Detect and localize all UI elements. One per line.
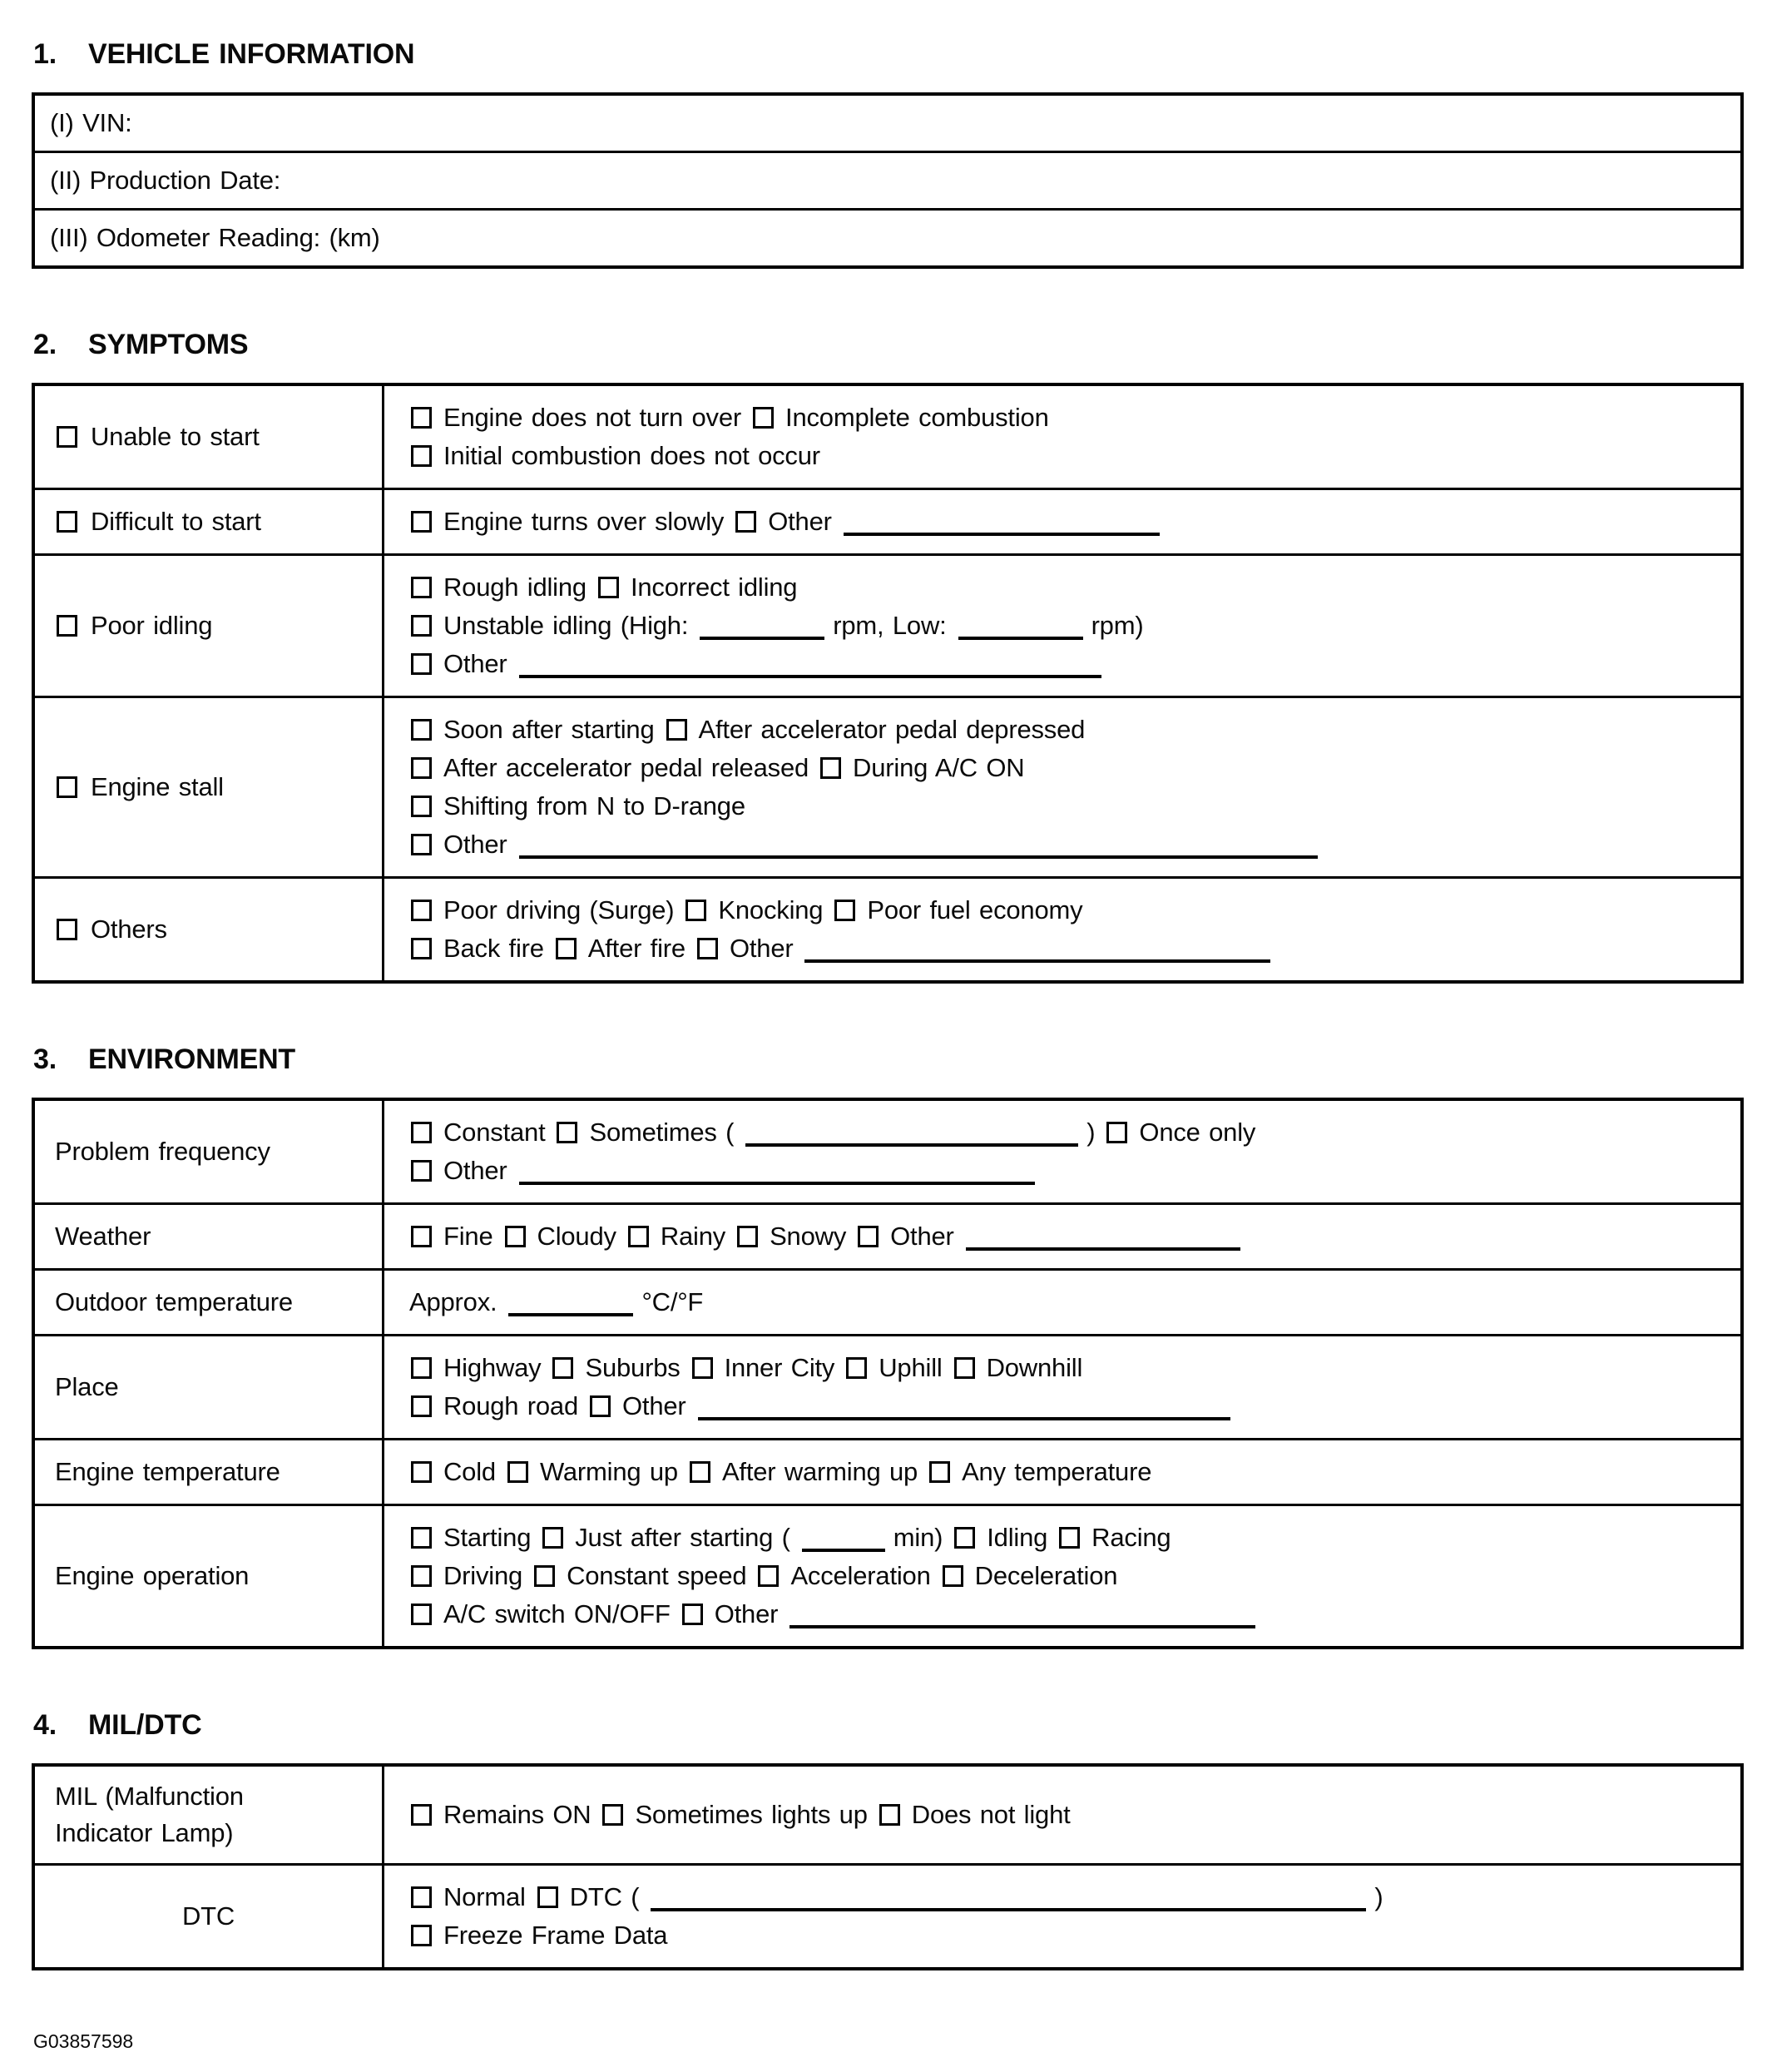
- row-label: Difficult to start: [91, 507, 261, 536]
- table-row: [35, 1863, 1740, 1967]
- fill-in-blank[interactable]: [519, 1182, 1035, 1185]
- row-label: DTC: [181, 1901, 235, 1931]
- option-line: [409, 568, 1727, 607]
- row-label: Engine stall: [91, 772, 224, 801]
- section-mil-dtc: [32, 1709, 1744, 1970]
- option-label: Other: [890, 1222, 954, 1251]
- fill-in-blank[interactable]: [519, 855, 1318, 859]
- row-label: Poor idling: [91, 611, 213, 640]
- checkbox-dtc[interactable]: [537, 1886, 558, 1908]
- row-options-cell: [384, 698, 1740, 876]
- option-label: Snowy: [770, 1222, 847, 1251]
- field-label: (I) VIN:: [50, 108, 132, 137]
- section-heading: [33, 1709, 1744, 1742]
- section-number: 3.: [33, 1043, 57, 1075]
- fill-in-row-ii-production-date[interactable]: [35, 151, 1740, 208]
- row-label: MIL (Malfunction Indicator Lamp): [55, 1782, 244, 1847]
- fill-in-blank[interactable]: [789, 1625, 1255, 1628]
- option-label: Normal: [443, 1882, 526, 1911]
- option-label: min): [893, 1523, 943, 1552]
- table-row: [35, 488, 1740, 553]
- checkbox-engine-turns-over-slowly[interactable]: [411, 511, 432, 533]
- checkbox-constant[interactable]: [411, 1122, 432, 1143]
- row-label-cell: [35, 1205, 384, 1268]
- option-label: Rough idling: [443, 573, 587, 602]
- row-label-cell: [35, 698, 384, 876]
- section-title: ENVIRONMENT: [87, 1043, 296, 1075]
- checkbox-freeze-frame-data[interactable]: [411, 1925, 432, 1946]
- checkbox-engine-does-not-turn-over[interactable]: [411, 407, 432, 429]
- option-label: Acceleration: [790, 1561, 931, 1590]
- option-label: Starting: [443, 1523, 532, 1552]
- option-label: Other: [443, 1156, 507, 1185]
- option-label: Suburbs: [585, 1353, 681, 1382]
- row-options-cell: [384, 556, 1740, 696]
- option-line: [409, 1349, 1727, 1387]
- checkbox-just-after-starting[interactable]: [542, 1527, 563, 1549]
- table-row: [35, 1438, 1740, 1504]
- checkbox-other[interactable]: [682, 1604, 703, 1625]
- option-label: ): [1086, 1118, 1096, 1147]
- option-label: After fire: [587, 934, 686, 963]
- table-row: [35, 1202, 1740, 1268]
- checkbox-soon-after-starting[interactable]: [411, 719, 432, 741]
- table-row: [35, 876, 1740, 980]
- option-label: Cold: [443, 1457, 496, 1486]
- checkbox-unstable-idling-high[interactable]: [411, 615, 432, 637]
- option-label: Warming up: [539, 1457, 678, 1486]
- option-line: [409, 1387, 1727, 1425]
- option-label: Just after starting (: [575, 1523, 790, 1552]
- checkbox-fine[interactable]: [411, 1226, 432, 1247]
- checkbox-other[interactable]: [411, 834, 432, 855]
- option-label: Uphill: [879, 1353, 943, 1382]
- row-label-cell: [35, 490, 384, 553]
- option-label: Rainy: [660, 1222, 726, 1251]
- figure-id: G03857598: [33, 2030, 134, 2052]
- row-label-cell: [35, 1866, 384, 1967]
- option-label: Other: [443, 830, 507, 859]
- option-label: Shifting from N to D-range: [443, 791, 745, 820]
- option-label: Approx.: [409, 1287, 497, 1316]
- option-label: °C/°F: [641, 1287, 704, 1316]
- field-label: (II) Production Date:: [50, 166, 281, 195]
- option-label: Inner City: [724, 1353, 835, 1382]
- section-title: VEHICLE INFORMATION: [87, 38, 415, 70]
- checkbox-poor-idling[interactable]: [57, 615, 77, 637]
- checkbox-other[interactable]: [858, 1226, 879, 1247]
- option-line: [409, 1796, 1727, 1834]
- environment-table: [32, 1098, 1744, 1649]
- option-line: [409, 503, 1727, 541]
- checkbox-after-accelerator-pedal-depressed[interactable]: [666, 719, 687, 741]
- checkbox-snowy[interactable]: [737, 1226, 758, 1247]
- table-row: [35, 1334, 1740, 1438]
- option-label: Engine does not turn over: [443, 403, 742, 432]
- option-label: Sometimes (: [589, 1118, 735, 1147]
- option-label: Poor driving (Surge): [443, 895, 675, 924]
- checkbox-rainy[interactable]: [628, 1226, 649, 1247]
- checkbox-rough-idling[interactable]: [411, 577, 432, 598]
- option-line: [409, 787, 1727, 825]
- checkbox-poor-fuel-economy[interactable]: [834, 900, 855, 921]
- checkbox-normal[interactable]: [411, 1886, 432, 1908]
- checkbox-sometimes-lights-up[interactable]: [602, 1804, 623, 1826]
- checkbox-after-accelerator-pedal-released[interactable]: [411, 757, 432, 779]
- checkbox-cloudy[interactable]: [505, 1226, 526, 1247]
- option-line: [409, 1152, 1727, 1190]
- option-label: Back fire: [443, 934, 544, 963]
- option-line: [409, 1595, 1727, 1633]
- row-options-cell: [384, 1336, 1740, 1438]
- row-options-cell: [384, 879, 1740, 980]
- option-label: Soon after starting: [443, 715, 655, 744]
- mil-dtc-table: [32, 1763, 1744, 1970]
- option-label: Fine: [443, 1222, 493, 1251]
- option-line: [409, 711, 1727, 749]
- option-label: Freeze Frame Data: [443, 1921, 668, 1950]
- option-line: [409, 607, 1727, 645]
- option-line: [409, 645, 1727, 683]
- option-label: Rough road: [443, 1391, 579, 1420]
- checkbox-engine-stall[interactable]: [57, 776, 77, 798]
- section-title: MIL/DTC: [87, 1709, 202, 1741]
- section-title: SYMPTOMS: [87, 329, 249, 360]
- option-label: Poor fuel economy: [867, 895, 1083, 924]
- row-options-cell: [384, 1205, 1740, 1268]
- fill-in-blank[interactable]: [698, 1417, 1230, 1420]
- checkbox-other[interactable]: [411, 653, 432, 675]
- row-label: Outdoor temperature: [55, 1287, 293, 1316]
- row-label: Engine temperature: [55, 1457, 280, 1486]
- checkbox-racing[interactable]: [1059, 1527, 1080, 1549]
- option-label: Engine turns over slowly: [443, 507, 725, 536]
- option-label: Remains ON: [443, 1800, 591, 1829]
- option-line: [409, 1557, 1727, 1595]
- checkbox-starting[interactable]: [411, 1527, 432, 1549]
- row-label: Weather: [55, 1222, 151, 1251]
- section-number: 2.: [33, 329, 57, 360]
- checkbox-deceleration[interactable]: [943, 1565, 963, 1587]
- section-heading: [33, 1043, 1744, 1076]
- fill-in-blank[interactable]: [519, 675, 1101, 678]
- table-row: [35, 386, 1740, 488]
- section-vehicle-information: [32, 38, 1744, 269]
- row-label-cell: [35, 1506, 384, 1646]
- checkbox-a-c-switch-on-off[interactable]: [411, 1604, 432, 1625]
- option-label: Cloudy: [537, 1222, 616, 1251]
- row-options-cell: [384, 386, 1740, 488]
- option-label: A/C switch ON/OFF: [443, 1599, 671, 1628]
- fill-in-row-i-vin[interactable]: [35, 96, 1740, 151]
- row-label-cell: [35, 556, 384, 696]
- option-line: [409, 1453, 1727, 1491]
- field-label: (III) Odometer Reading: (km): [50, 223, 380, 252]
- option-label: Other: [622, 1391, 686, 1420]
- checkbox-rough-road[interactable]: [411, 1395, 432, 1417]
- checkbox-poor-driving-surge[interactable]: [411, 900, 432, 921]
- section-heading: [33, 38, 1744, 71]
- checkbox-once-only[interactable]: [1106, 1122, 1127, 1143]
- option-label: Incomplete combustion: [785, 403, 1049, 432]
- option-label: Idling: [987, 1523, 1048, 1552]
- table-row: [35, 1767, 1740, 1863]
- option-label: After warming up: [721, 1457, 918, 1486]
- table-row: [35, 1101, 1740, 1202]
- checkbox-cold[interactable]: [411, 1461, 432, 1483]
- symptoms-table: [32, 383, 1744, 984]
- row-options-cell: [384, 1101, 1740, 1202]
- row-label-cell: [35, 879, 384, 980]
- option-label: rpm, Low:: [833, 611, 947, 640]
- fill-in-blank[interactable]: [844, 533, 1160, 536]
- checkbox-initial-combustion-does-not-occur[interactable]: [411, 445, 432, 467]
- checkbox-does-not-light[interactable]: [879, 1804, 900, 1826]
- checkbox-others[interactable]: [57, 919, 77, 940]
- checkbox-any-temperature[interactable]: [929, 1461, 950, 1483]
- option-label: Sometimes lights up: [635, 1800, 868, 1829]
- option-label: Does not light: [911, 1800, 1071, 1829]
- fill-in-row-iii-odometer-reading-km[interactable]: [35, 208, 1740, 265]
- row-label-cell: [35, 386, 384, 488]
- checkbox-uphill[interactable]: [846, 1357, 867, 1379]
- option-label: rpm): [1091, 611, 1144, 640]
- checkbox-other[interactable]: [411, 1160, 432, 1182]
- row-options-cell: [384, 1767, 1740, 1863]
- checkbox-shifting-from-n-to-d-range[interactable]: [411, 796, 432, 817]
- row-label: Engine operation: [55, 1561, 250, 1590]
- row-label-cell: [35, 1101, 384, 1202]
- checkbox-after-warming-up[interactable]: [690, 1461, 710, 1483]
- option-line: [409, 1878, 1727, 1916]
- section-number: 1.: [33, 38, 57, 70]
- table-row: [35, 1268, 1740, 1334]
- checkbox-inner-city[interactable]: [692, 1357, 713, 1379]
- fill-in-blank[interactable]: [700, 637, 824, 640]
- vehicle-information-table: [32, 92, 1744, 269]
- checkbox-after-fire[interactable]: [556, 938, 577, 959]
- section-symptoms: [32, 329, 1744, 984]
- table-row: [35, 553, 1740, 696]
- table-row: [35, 1504, 1740, 1646]
- option-label: ): [1374, 1882, 1383, 1911]
- option-label: Unstable idling (High:: [443, 611, 689, 640]
- checkbox-difficult-to-start[interactable]: [57, 511, 77, 533]
- row-label-cell: [35, 1336, 384, 1438]
- option-label: Driving: [443, 1561, 523, 1590]
- option-label: Any temperature: [962, 1457, 1152, 1486]
- row-label-cell: [35, 1767, 384, 1863]
- fill-in-blank[interactable]: [651, 1908, 1366, 1911]
- option-line: [409, 825, 1727, 864]
- section-environment: [32, 1043, 1744, 1649]
- option-label: Once only: [1139, 1118, 1256, 1147]
- fill-in-blank[interactable]: [966, 1247, 1240, 1251]
- diagnostic-form: [32, 38, 1744, 1970]
- checkbox-remains-on[interactable]: [411, 1804, 432, 1826]
- row-label: Place: [55, 1372, 119, 1401]
- row-label: Others: [91, 915, 167, 944]
- option-line: [409, 1113, 1727, 1152]
- checkbox-incomplete-combustion[interactable]: [753, 407, 774, 429]
- row-options-cell: [384, 1440, 1740, 1504]
- option-label: During A/C ON: [853, 753, 1025, 782]
- checkbox-warming-up[interactable]: [507, 1461, 528, 1483]
- checkbox-downhill[interactable]: [954, 1357, 975, 1379]
- row-options-cell: [384, 1866, 1740, 1967]
- fill-in-blank[interactable]: [508, 1313, 633, 1316]
- option-label: Incorrect idling: [630, 573, 798, 602]
- option-label: Other: [768, 507, 832, 536]
- option-label: Knocking: [718, 895, 824, 924]
- fill-in-blank[interactable]: [745, 1143, 1078, 1147]
- checkbox-other[interactable]: [590, 1395, 611, 1417]
- checkbox-incorrect-idling[interactable]: [598, 577, 619, 598]
- checkbox-unable-to-start[interactable]: [57, 426, 77, 448]
- option-line: [409, 749, 1727, 787]
- checkbox-knocking[interactable]: [686, 900, 706, 921]
- option-label: Deceleration: [974, 1561, 1118, 1590]
- section-heading: [33, 329, 1744, 361]
- option-label: After accelerator pedal released: [443, 753, 809, 782]
- checkbox-driving[interactable]: [411, 1565, 432, 1587]
- row-options-cell: [384, 1506, 1740, 1646]
- option-line: [409, 891, 1727, 929]
- row-options-cell: [384, 1271, 1740, 1334]
- checkbox-back-fire[interactable]: [411, 938, 432, 959]
- option-line: [409, 399, 1727, 437]
- row-options-cell: [384, 490, 1740, 553]
- option-label: DTC (: [569, 1882, 640, 1911]
- section-number: 4.: [33, 1709, 57, 1741]
- checkbox-during-a-c-on[interactable]: [820, 757, 841, 779]
- checkbox-idling[interactable]: [954, 1527, 975, 1549]
- fill-in-blank[interactable]: [804, 959, 1270, 963]
- row-label-cell: [35, 1271, 384, 1334]
- option-label: Constant speed: [567, 1561, 747, 1590]
- row-label: Problem frequency: [55, 1137, 270, 1166]
- option-label: Constant: [443, 1118, 546, 1147]
- option-label: Other: [714, 1599, 779, 1628]
- option-line: [409, 929, 1727, 968]
- checkbox-acceleration[interactable]: [758, 1565, 779, 1587]
- checkbox-highway[interactable]: [411, 1357, 432, 1379]
- row-label: Unable to start: [91, 422, 260, 451]
- option-label: Downhill: [986, 1353, 1083, 1382]
- table-row: [35, 696, 1740, 876]
- checkbox-other[interactable]: [697, 938, 718, 959]
- option-line: [409, 1217, 1727, 1256]
- option-line: [409, 1283, 1727, 1321]
- fill-in-blank[interactable]: [802, 1549, 885, 1552]
- option-label: Racing: [1091, 1523, 1171, 1552]
- checkbox-suburbs[interactable]: [552, 1357, 573, 1379]
- checkbox-other[interactable]: [735, 511, 756, 533]
- option-label: After accelerator pedal depressed: [698, 715, 1086, 744]
- option-line: [409, 437, 1727, 475]
- option-line: [409, 1519, 1727, 1557]
- checkbox-constant-speed[interactable]: [534, 1565, 555, 1587]
- option-line: [409, 1916, 1727, 1955]
- row-label-cell: [35, 1440, 384, 1504]
- option-label: Initial combustion does not occur: [443, 441, 820, 470]
- option-label: Other: [729, 934, 794, 963]
- option-label: Other: [443, 649, 507, 678]
- checkbox-sometimes[interactable]: [557, 1122, 577, 1143]
- fill-in-blank[interactable]: [958, 637, 1083, 640]
- option-label: Highway: [443, 1353, 542, 1382]
